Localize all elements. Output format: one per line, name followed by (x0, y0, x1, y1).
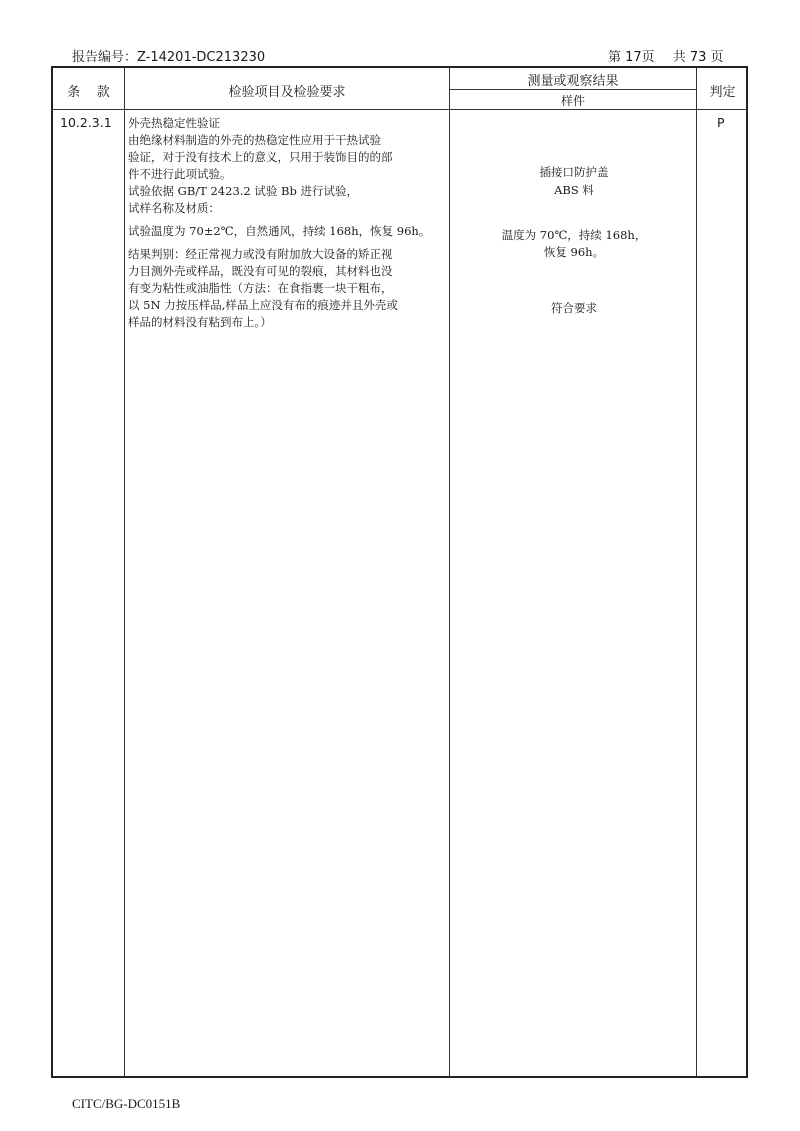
requirement-line: 外壳热稳定性验证 (128, 116, 220, 130)
requirement-text (128, 115, 450, 331)
requirement-line: 样品的材料没有粘到布上。） (128, 315, 272, 329)
col-divider-1 (124, 68, 125, 1076)
result-sample-name: 插接口防护盖 (539, 165, 609, 179)
col-divider-3 (696, 68, 697, 1076)
page-total: 共 73 页 (672, 50, 724, 65)
result-condition-line1: 温度为 70℃，持续 168h， (501, 228, 647, 242)
page-current: 第 17页 (608, 50, 655, 65)
header-row-divider (53, 109, 746, 110)
requirement-line: 有变为粘性或油脂性（方法：在食指裹一块干粗布， (128, 281, 393, 295)
result-material: ABS 料 (554, 183, 594, 197)
requirement-line: 由绝缘材料制造的外壳的热稳定性应用于干热试验 (128, 133, 381, 147)
requirement-line: 结果判别：经正常视力或没有附加放大设备的矫正视 (128, 247, 393, 261)
clause-number: 10.2.3.1 (60, 115, 112, 130)
inspection-table (51, 66, 748, 1078)
header-verdict: 判定 (709, 85, 736, 100)
result-condition-line2: 恢复 96h。 (543, 245, 605, 259)
header-result: 测量或观察结果 (527, 74, 619, 89)
requirement-line: 件不进行此项试验。 (128, 167, 232, 181)
requirement-line: 以 5N 力按压样品,样品上应没有布的痕迹并且外壳或 (128, 298, 398, 312)
header-sample: 样件 (560, 94, 585, 108)
header-requirement: 检验项目及检验要求 (228, 85, 346, 100)
requirement-line: 验证，对于没有技术上的意义，只用于装饰目的的部 (128, 150, 393, 164)
result-subheader-divider (449, 89, 696, 90)
requirement-line: 试样名称及材质： (128, 201, 220, 215)
requirement-line: 试验温度为 70±2℃，自然通风，持续 168h，恢复 96h。 (128, 224, 431, 238)
report-number: 报告编号：Z-14201-DC213230 (72, 50, 266, 65)
verdict-value: P (717, 115, 725, 130)
header-clause: 条 款 (67, 85, 110, 100)
result-conclusion: 符合要求 (551, 301, 597, 315)
page-indicator (608, 46, 724, 65)
requirement-line: 力目测外壳或样品，既没有可见的裂痕，其材料也没 (128, 264, 393, 278)
form-code: CITC/BG-DC0151B (72, 1096, 181, 1111)
requirement-line: 试验依据 GB/T 2423.2 试验 Bb 进行试验， (128, 184, 359, 198)
